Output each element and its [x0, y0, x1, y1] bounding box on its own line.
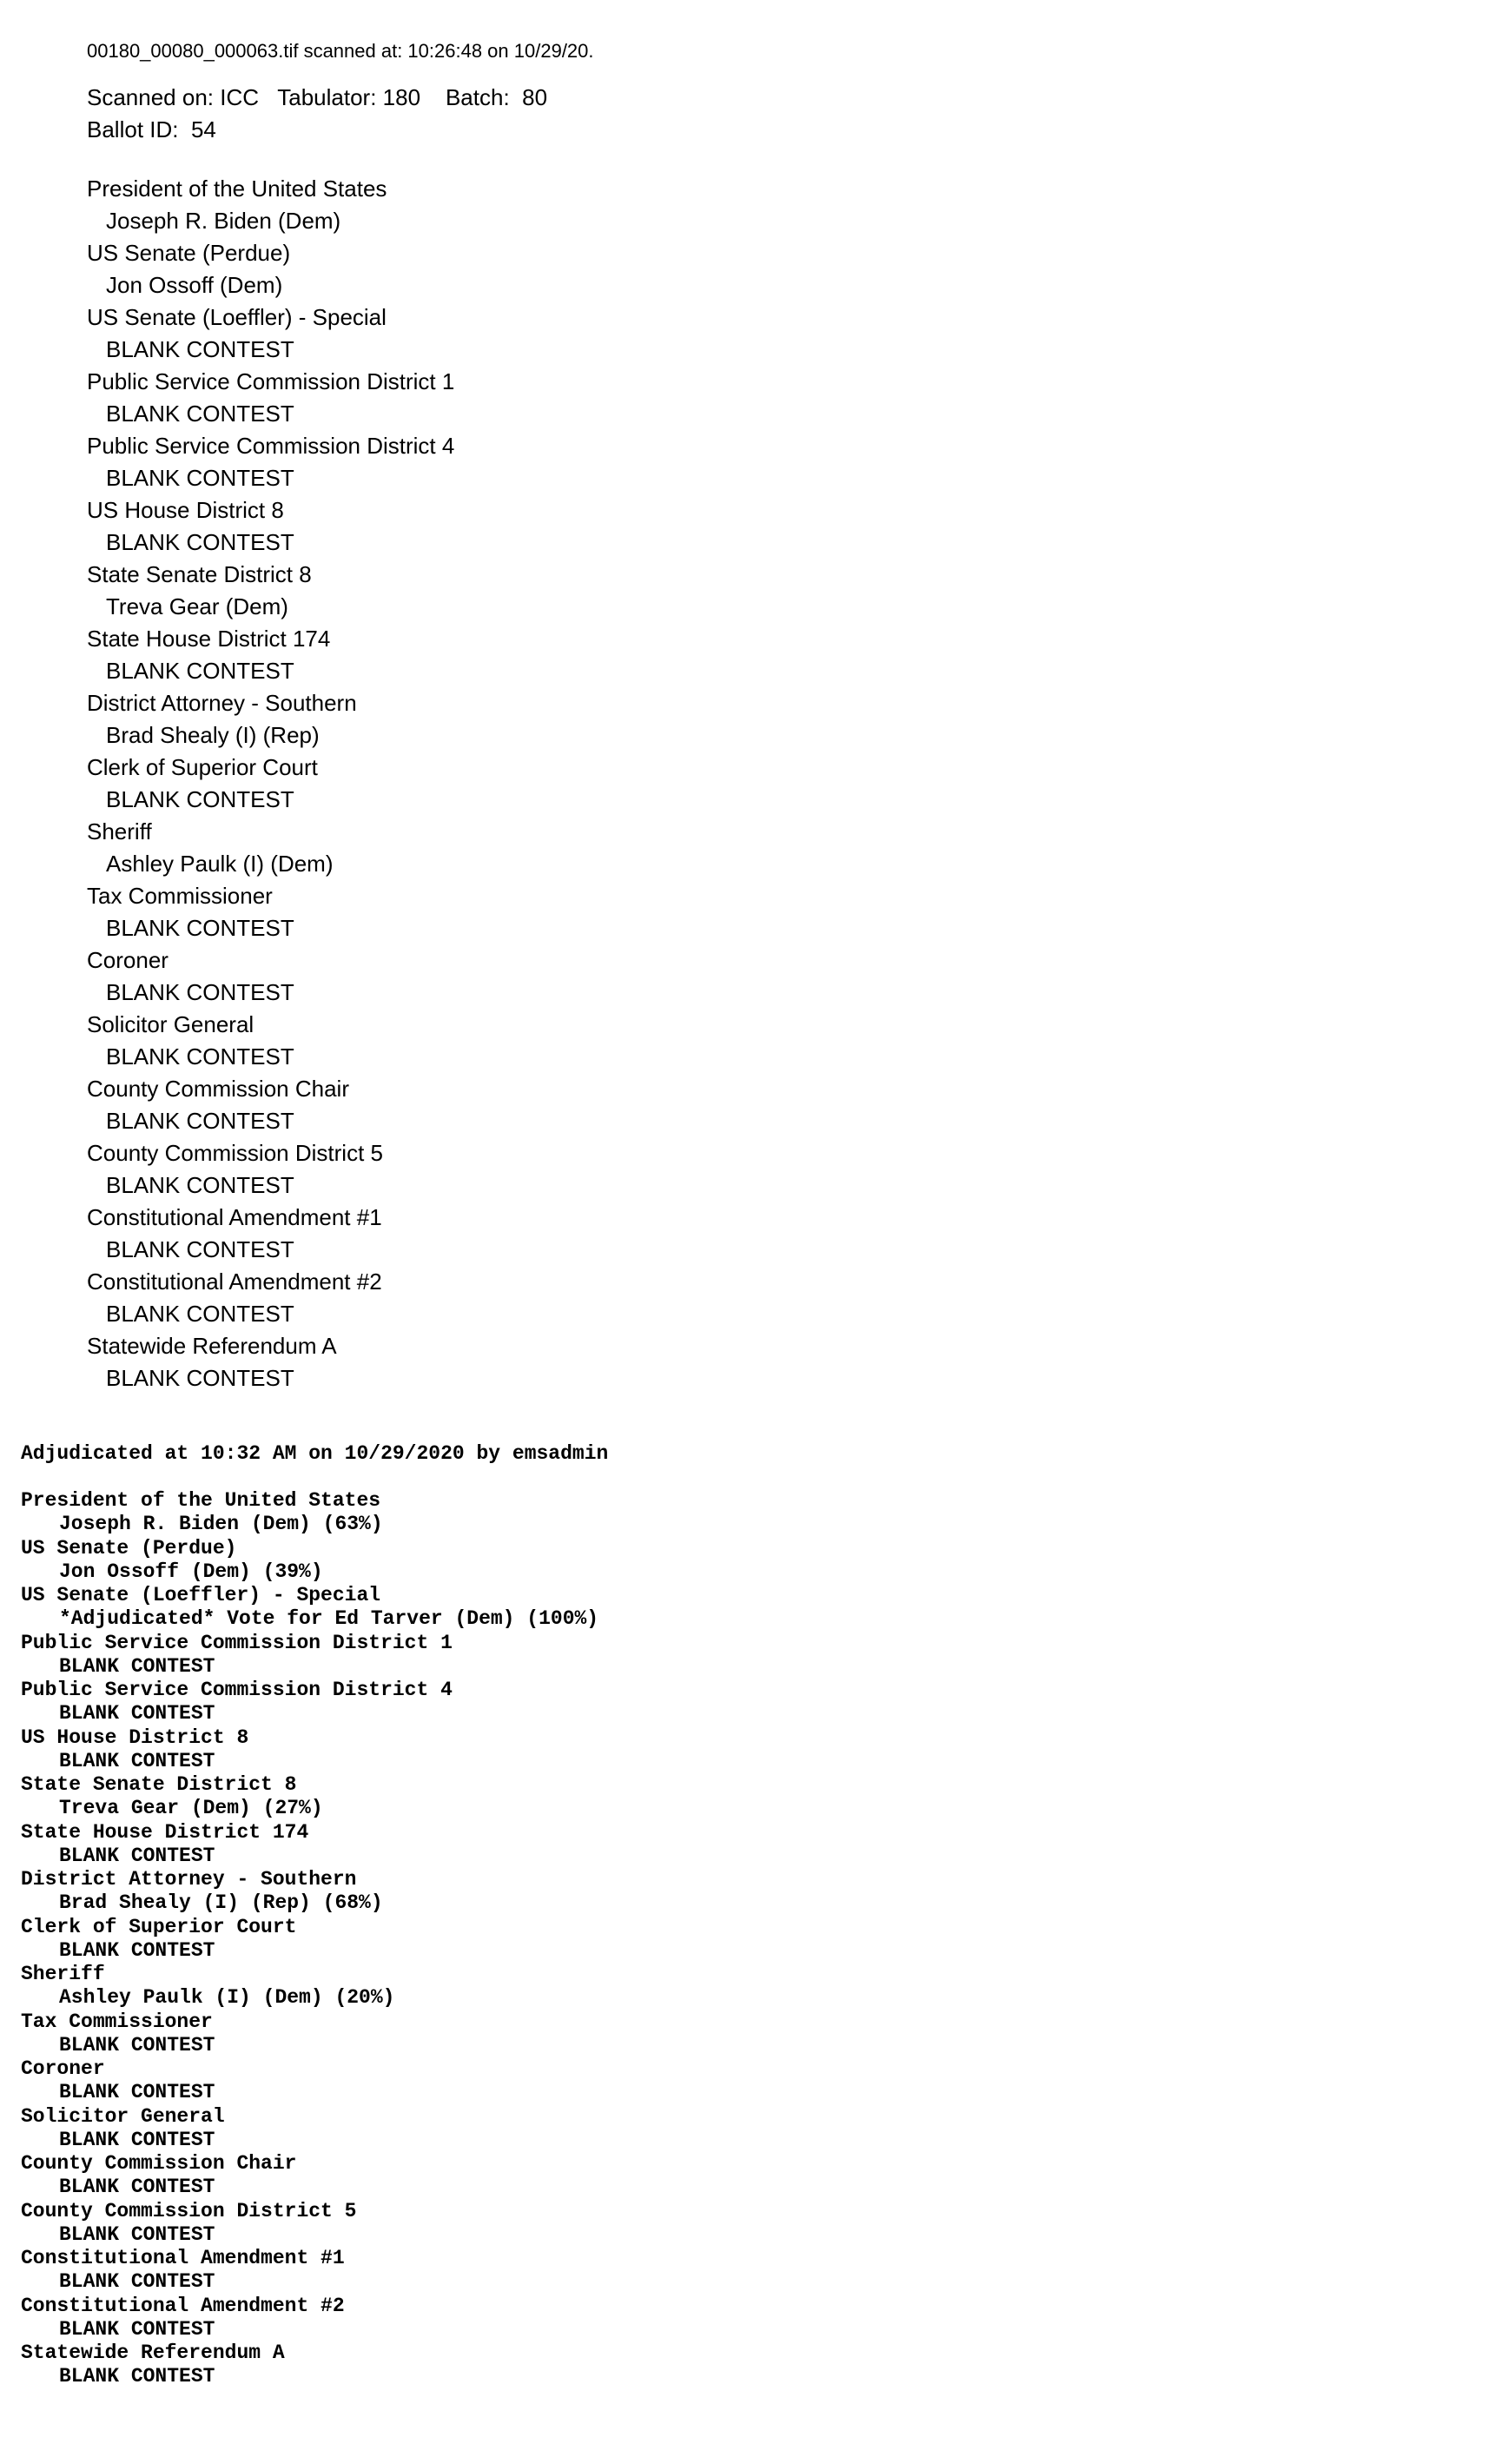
contest-choice: Brad Shealy (I) (Rep) (68%) — [59, 1891, 383, 1915]
scan-contest — [87, 687, 1390, 752]
adjudicated-contest — [21, 2010, 1411, 2058]
contest-title: Public Service Commission District 1 — [21, 1631, 453, 1654]
ballot-id-label: Ballot ID: — [87, 116, 179, 142]
scan-contest — [87, 1330, 1390, 1394]
contest-choice: BLANK CONTEST — [59, 2176, 215, 2199]
scanned-on-value: ICC — [220, 84, 260, 110]
contest-choice: BLANK CONTEST — [59, 2317, 215, 2341]
contest-choice: BLANK CONTEST — [59, 2033, 215, 2057]
scan-contest — [87, 1009, 1390, 1073]
contest-title: County Commission Chair — [87, 1076, 349, 1102]
adjudicated-contest — [21, 1916, 1411, 1964]
tabulator-value: 180 — [382, 84, 421, 110]
adjudicated-contest — [21, 1632, 1411, 1679]
contest-choice: BLANK CONTEST — [106, 465, 294, 491]
contest-choice: BLANK CONTEST — [59, 2128, 215, 2151]
contest-title: District Attorney - Southern — [87, 690, 357, 716]
scan-contest — [87, 752, 1390, 816]
contest-title: Coroner — [87, 947, 169, 973]
batch-label: Batch: — [445, 84, 510, 110]
contest-choice: Ashley Paulk (I) (Dem) (20%) — [59, 1986, 395, 2010]
contest-choice: Joseph R. Biden (Dem) — [106, 208, 341, 234]
contest-title: Statewide Referendum A — [87, 1333, 337, 1359]
adjudicated-contest — [21, 1726, 1411, 1774]
scan-contest — [87, 1137, 1390, 1202]
scan-contest — [87, 623, 1390, 687]
adjudicated-contest — [21, 2105, 1411, 2153]
adjudication-header: Adjudicated at 10:32 AM on 10/29/2020 by emsadmin — [21, 1442, 609, 1465]
contest-title: Solicitor General — [21, 2104, 225, 2128]
scan-contest — [87, 816, 1390, 880]
contest-choice: BLANK CONTEST — [59, 2222, 215, 2246]
adjudicated-contest — [21, 2247, 1411, 2295]
contest-choice: BLANK CONTEST — [59, 2081, 215, 2104]
contest-title: State House District 174 — [21, 1820, 309, 1844]
adjudicated-contest — [21, 1963, 1411, 2010]
contest-title: Constitutional Amendment #2 — [87, 1268, 382, 1295]
scan-contest — [87, 559, 1390, 623]
contest-title: Tax Commissioner — [87, 883, 273, 909]
tabulator-label: Tabulator: — [277, 84, 377, 110]
adjudicated-contest — [21, 2152, 1411, 2200]
contest-title: Clerk of Superior Court — [21, 1915, 297, 1938]
contest-title: US Senate (Perdue) — [87, 240, 291, 266]
scan-meta-line — [87, 82, 1390, 114]
contest-choice: BLANK CONTEST — [59, 1702, 215, 1725]
contest-choice: BLANK CONTEST — [106, 1236, 294, 1262]
contest-title: President of the United States — [21, 1489, 381, 1512]
contest-title: Statewide Referendum A — [21, 2341, 285, 2364]
scan-contest — [87, 173, 1390, 237]
adjudicated-contest — [21, 2057, 1411, 2105]
adjudicated-contest — [21, 2295, 1411, 2342]
contest-choice: BLANK CONTEST — [106, 401, 294, 427]
contest-title: State House District 174 — [87, 626, 331, 652]
contest-choice: Treva Gear (Dem) — [106, 593, 288, 619]
contest-choice: BLANK CONTEST — [106, 658, 294, 684]
contest-choice: *Adjudicated* Vote for Ed Tarver (Dem) (100%) — [59, 1607, 599, 1631]
contest-title: Public Service Commission District 1 — [87, 368, 455, 394]
adjudication-record — [21, 1442, 1411, 2389]
scan-header: 00180_00080_000063.tif scanned at: 10:26:48 on 10/29/20. — [87, 40, 594, 62]
contest-choice: BLANK CONTEST — [106, 1301, 294, 1327]
adjudicated-contest — [21, 2341, 1411, 2389]
scan-contest — [87, 301, 1390, 366]
scan-contest — [87, 880, 1390, 944]
adjudicated-contest — [21, 1584, 1411, 1632]
contest-choice: BLANK CONTEST — [106, 979, 294, 1005]
ballot-id-line — [87, 114, 1390, 146]
contest-title: Sheriff — [87, 818, 152, 845]
batch-value: 80 — [522, 84, 548, 110]
contest-title: Tax Commissioner — [21, 2010, 213, 2033]
contest-title: Constitutional Amendment #2 — [21, 2294, 345, 2317]
contest-choice: BLANK CONTEST — [59, 1844, 215, 1867]
contest-choice: BLANK CONTEST — [106, 1108, 294, 1134]
adjudicated-contest — [21, 1679, 1411, 1726]
contest-title: Constitutional Amendment #1 — [87, 1204, 382, 1230]
contest-choice: Treva Gear (Dem) (27%) — [59, 1797, 323, 1820]
contest-title: US Senate (Perdue) — [21, 1536, 237, 1560]
contest-title: County Commission District 5 — [87, 1140, 383, 1166]
scan-contest — [87, 494, 1390, 559]
scan-contest — [87, 1202, 1390, 1266]
adjudication-contest-list — [21, 1489, 1411, 2389]
contest-choice: BLANK CONTEST — [59, 1938, 215, 1962]
contest-choice: BLANK CONTEST — [106, 786, 294, 812]
contest-choice: BLANK CONTEST — [106, 336, 294, 362]
scan-contest — [87, 1266, 1390, 1330]
contest-choice: Brad Shealy (I) (Rep) — [106, 722, 320, 748]
contest-title: Constitutional Amendment #1 — [21, 2247, 345, 2269]
contest-title: Public Service Commission District 4 — [21, 1679, 453, 1701]
contest-choice: BLANK CONTEST — [106, 529, 294, 555]
contest-title: County Commission District 5 — [21, 2199, 357, 2222]
ballot-id-value: 54 — [190, 116, 216, 142]
contest-title: US Senate (Loeffler) - Special — [21, 1584, 381, 1606]
scan-contest — [87, 366, 1390, 430]
scan-contest — [87, 237, 1390, 301]
contest-title: US Senate (Loeffler) - Special — [87, 304, 387, 330]
adjudicated-contest — [21, 2200, 1411, 2248]
contest-choice: BLANK CONTEST — [106, 1043, 294, 1070]
contest-title: County Commission Chair — [21, 2152, 297, 2175]
adjudicated-contest — [21, 1821, 1411, 1869]
contest-title: Clerk of Superior Court — [87, 754, 318, 780]
scan-contest-list — [87, 173, 1390, 1394]
contest-choice: Joseph R. Biden (Dem) (63%) — [59, 1513, 383, 1536]
contest-choice: Ashley Paulk (I) (Dem) — [106, 851, 334, 877]
adjudicated-contest — [21, 1868, 1411, 1916]
contest-choice: BLANK CONTEST — [106, 1365, 294, 1391]
contest-title: US House District 8 — [21, 1725, 249, 1749]
contest-title: Sheriff — [21, 1963, 105, 1985]
scan-contest — [87, 1073, 1390, 1137]
adjudicated-contest — [21, 1537, 1411, 1585]
contest-choice: BLANK CONTEST — [106, 1172, 294, 1198]
adjudicated-contest — [21, 1489, 1411, 1537]
contest-choice: Jon Ossoff (Dem) (39%) — [59, 1560, 323, 1583]
contest-title: US House District 8 — [87, 497, 284, 523]
contest-title: Coroner — [21, 2057, 105, 2080]
contest-choice: BLANK CONTEST — [59, 1749, 215, 1772]
contest-title: Solicitor General — [87, 1011, 254, 1037]
contest-title: District Attorney - Southern — [21, 1868, 357, 1891]
adjudicated-contest — [21, 1773, 1411, 1821]
contest-choice: Jon Ossoff (Dem) — [106, 272, 283, 298]
contest-choice: BLANK CONTEST — [59, 2270, 215, 2294]
contest-choice: BLANK CONTEST — [106, 915, 294, 941]
contest-title: State Senate District 8 — [21, 1773, 297, 1796]
contest-choice: BLANK CONTEST — [59, 1654, 215, 1678]
scan-record — [87, 38, 1390, 1394]
scanned-on-label: Scanned on: — [87, 84, 215, 110]
contest-title: State Senate District 8 — [87, 561, 312, 587]
contest-title: Public Service Commission District 4 — [87, 433, 455, 459]
contest-title: President of the United States — [87, 176, 387, 202]
scan-contest — [87, 430, 1390, 494]
contest-choice: BLANK CONTEST — [59, 2365, 215, 2388]
scan-contest — [87, 944, 1390, 1009]
